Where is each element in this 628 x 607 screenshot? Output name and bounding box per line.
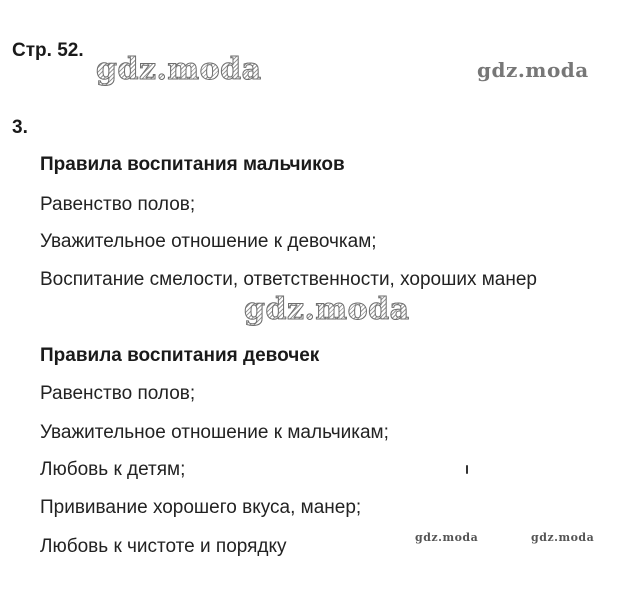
page-reference: Стр. 52. [12,40,84,61]
girls-rule-item: Любовь к детям; [40,459,186,480]
watermark-logo: gdz.moda [477,58,589,82]
boys-rule-item: Уважительное отношение к девочкам; [40,231,377,252]
boys-rule-item: Воспитание смелости, ответственности, хороших манер [40,269,537,290]
girls-rule-item: Уважительное отношение к мальчикам; [40,422,389,443]
girls-section-title: Правила воспитания девочек [40,345,320,366]
boys-rule-item: Равенство полов; [40,194,196,215]
girls-rule-item: Прививание хорошего вкуса, манер; [40,497,362,518]
boys-section-title: Правила воспитания мальчиков [40,154,345,175]
watermark-logo: gdz.moda [415,531,479,544]
girls-rule-item: Равенство полов; [40,383,196,404]
stray-mark [466,465,468,474]
girls-rule-item: Любовь к чистоте и порядку [40,536,287,557]
watermark-logo: gdz.moda [244,292,410,327]
watermark-logo: gdz.moda [96,52,262,87]
task-number: 3. [12,117,28,138]
watermark-logo: gdz.moda [531,531,595,544]
